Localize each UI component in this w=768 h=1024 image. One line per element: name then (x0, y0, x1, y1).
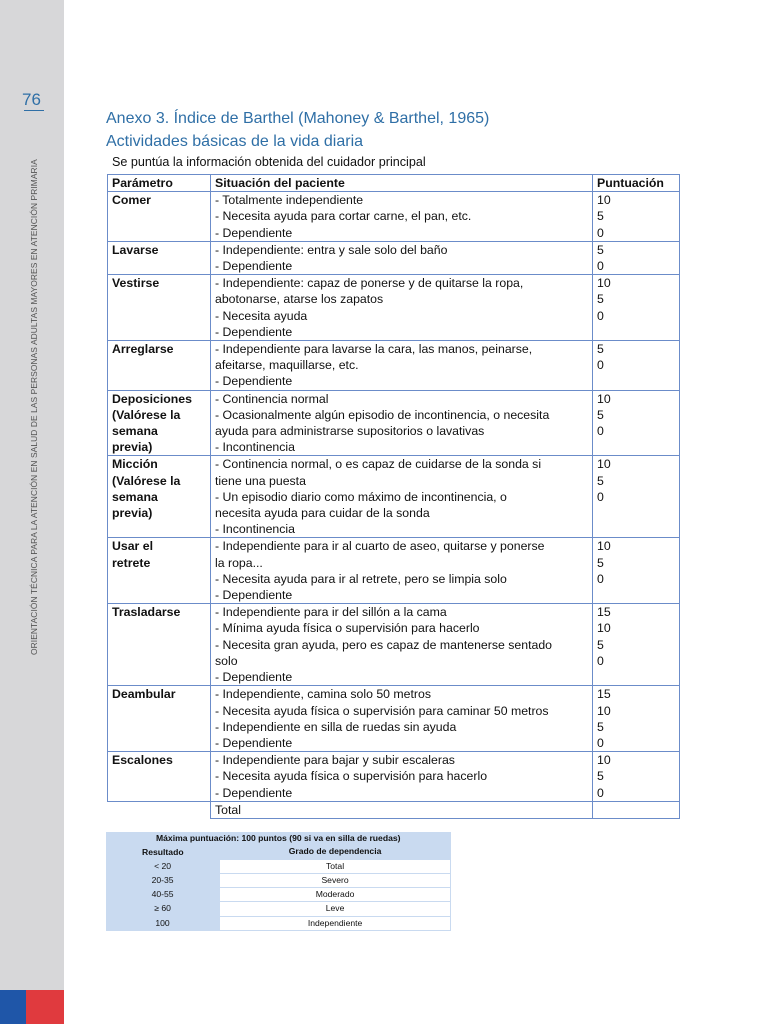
table-row (108, 538, 680, 604)
situation-cell-line: - Necesita ayuda para cortar carne, el pan, etc. (215, 209, 472, 224)
score-cell-line: 0 (597, 653, 604, 668)
score-cell-line: 10 (597, 457, 611, 472)
situation-cell-line: - Independiente, camina solo 50 metros (215, 687, 432, 702)
score-cell-line: 0 (597, 358, 604, 373)
score-cell (593, 686, 680, 752)
parameter-cell (108, 390, 211, 456)
score-cell-line: 5 (597, 242, 604, 257)
situation-cell (211, 275, 593, 341)
score-cell-line: 0 (597, 308, 604, 323)
situation-cell-line: - Independiente para ir del sillón a la cama (215, 605, 447, 620)
parameter-cell-line: Arreglarse (112, 342, 174, 357)
situation-cell-line: abotonarse, atarse los zapatos (215, 292, 384, 307)
table-row (108, 752, 680, 802)
situation-cell-line: - Necesita ayuda física o supervisión para hacerlo (215, 769, 488, 784)
situation-cell-line: - Continencia normal, o es capaz de cuidarse de la sonda si (215, 457, 542, 472)
parameter-cell (108, 752, 211, 802)
parameter-cell (108, 241, 211, 274)
page-number: 76 (22, 90, 41, 109)
annex-subtitle: Actividades básicas de la vida diaria (106, 133, 364, 150)
parameter-cell-line: Comer (112, 193, 151, 208)
score-cell-line: 10 (597, 703, 611, 718)
situation-cell-line: solo (215, 653, 238, 668)
parameter-cell (108, 686, 211, 752)
score-cell-line: 5 (597, 719, 604, 734)
dependency-grade: Independiente (220, 916, 451, 930)
situation-cell-line: - Dependiente (215, 225, 293, 240)
result-row (106, 888, 451, 902)
header-puntuacion: Puntuación (593, 175, 680, 192)
situation-cell-line: - Independiente: entra y sale solo del baño (215, 242, 448, 257)
table-row (108, 341, 680, 391)
situation-cell (211, 390, 593, 456)
parameter-cell-line: previa) (112, 506, 153, 521)
parameter-cell-line: semana (112, 424, 158, 439)
score-cell-line: 15 (597, 605, 611, 620)
situation-cell-line: - Independiente para bajar y subir escaleras (215, 753, 455, 768)
score-cell (593, 341, 680, 391)
corner-blue-block (0, 990, 26, 1024)
dependency-grade: Leve (220, 902, 451, 916)
score-cell-line: 0 (597, 225, 604, 240)
score-cell-line: 5 (597, 769, 604, 784)
situation-cell (211, 456, 593, 538)
parameter-cell-line: (Valórese la (112, 407, 181, 422)
situation-cell-line: - Incontinencia (215, 440, 295, 455)
parameter-cell-line: Deposiciones (112, 391, 192, 406)
situation-cell-line: - Un episodio diario como máximo de incontinencia, o (215, 489, 507, 504)
situation-cell-line: - Incontinencia (215, 522, 295, 537)
parameter-cell-line: Usar el (112, 539, 154, 554)
table-row (108, 686, 680, 752)
table-row (108, 192, 680, 242)
corner-red-block (26, 990, 64, 1024)
score-cell-line: 0 (597, 735, 604, 750)
dependency-grade: Severo (220, 873, 451, 887)
score-cell-line: 5 (597, 637, 604, 652)
score-cell-line: 15 (597, 687, 611, 702)
result-range: 100 (155, 917, 170, 928)
score-cell-line: 10 (597, 539, 611, 554)
situation-cell-line: - Dependiente (215, 670, 293, 685)
parameter-cell (108, 275, 211, 341)
total-empty-cell (108, 801, 211, 818)
situation-cell-line: - Independiente: capaz de ponerse y de quitarse la ropa, (215, 276, 524, 291)
situation-cell-line: ayuda para administrarse supositorios o lavativas (215, 424, 485, 439)
parameter-cell-line: previa) (112, 440, 153, 455)
situation-cell (211, 192, 593, 242)
parameter-cell (108, 341, 211, 391)
table-row (108, 275, 680, 341)
situation-cell-line: - Totalmente independiente (215, 193, 364, 208)
score-cell-line: 5 (597, 292, 604, 307)
result-row (106, 873, 451, 887)
situation-cell-line: - Independiente para lavarse la cara, las manos, peinarse, (215, 342, 533, 357)
score-cell-line: 5 (597, 473, 604, 488)
situation-cell-line: - Necesita ayuda (215, 308, 308, 323)
dependency-grade-table (106, 832, 451, 931)
parameter-cell (108, 604, 211, 686)
score-cell (593, 752, 680, 802)
parameter-cell-line: Trasladarse (112, 605, 181, 620)
dependency-grade: Moderado (220, 888, 451, 902)
result-column-header: Resultado (142, 846, 184, 857)
score-cell (593, 390, 680, 456)
score-cell-line: 10 (597, 193, 611, 208)
dependency-grade: Total (220, 859, 451, 873)
score-cell-line: 5 (597, 342, 604, 357)
situation-cell-line: - Ocasionalmente algún episodio de incontinencia, o necesita (215, 407, 550, 422)
score-cell-line: 5 (597, 555, 604, 570)
score-cell (593, 241, 680, 274)
score-cell-line: 0 (597, 785, 604, 800)
header-parametro: Parámetro (108, 175, 211, 192)
score-cell-line: 10 (597, 276, 611, 291)
result-range: 20-35 (151, 874, 174, 885)
score-cell (593, 192, 680, 242)
situation-cell-line: - Dependiente (215, 735, 293, 750)
score-cell-line: 10 (597, 391, 611, 406)
situation-cell-line: - Necesita ayuda física o supervisión para caminar 50 metros (215, 703, 549, 718)
situation-cell-line: necesita ayuda para cuidar de la sonda (215, 506, 430, 521)
score-cell (593, 275, 680, 341)
score-cell-line: 5 (597, 407, 604, 422)
situation-cell-line: tiene una puesta (215, 473, 306, 488)
situation-cell-line: afeitarse, maquillarse, etc. (215, 358, 359, 373)
situation-cell-line: - Mínima ayuda física o supervisión para hacerlo (215, 621, 480, 636)
page-number-underline (24, 110, 44, 111)
situation-cell-line: - Dependiente (215, 259, 293, 274)
situation-cell-line: - Dependiente (215, 374, 293, 389)
score-cell-line: 5 (597, 209, 604, 224)
result-range: < 20 (154, 860, 172, 871)
score-cell-line: 0 (597, 489, 604, 504)
parameter-cell (108, 456, 211, 538)
total-row (108, 801, 680, 818)
situation-cell-line: la ropa... (215, 555, 263, 570)
situation-cell (211, 538, 593, 604)
parameter-cell-line: Deambular (112, 687, 176, 702)
score-cell-line: 10 (597, 753, 611, 768)
parameter-cell-line: Micción (112, 457, 158, 472)
annex-title: Anexo 3. Índice de Barthel (Mahoney & Barthel, 1965) (106, 110, 490, 127)
grade-column-header: Grado de dependencia (288, 846, 382, 857)
parameter-cell-line: Lavarse (112, 242, 159, 257)
table-row (108, 604, 680, 686)
table-header-row (108, 175, 680, 192)
max-score-heading: Máxima puntuación: 100 puntos (90 si va en silla de ruedas) (155, 833, 401, 843)
table-row (108, 390, 680, 456)
situation-cell-line: - Dependiente (215, 785, 293, 800)
total-label: Total (211, 801, 593, 818)
parameter-cell-line: Escalones (112, 753, 173, 768)
score-cell-line: 0 (597, 571, 604, 586)
table-row (108, 456, 680, 538)
score-cell-line: 10 (597, 621, 611, 636)
parameter-cell (108, 192, 211, 242)
parameter-cell-line: semana (112, 489, 158, 504)
table-intro: Se puntúa la información obtenida del cuidador principal (112, 155, 426, 169)
situation-cell-line: - Dependiente (215, 324, 293, 339)
parameter-cell (108, 538, 211, 604)
result-range: ≥ 60 (154, 903, 171, 914)
score-cell (593, 456, 680, 538)
situation-cell (211, 604, 593, 686)
score-cell (593, 604, 680, 686)
situation-cell (211, 686, 593, 752)
total-score-cell (593, 801, 680, 818)
situation-cell-line: - Necesita gran ayuda, pero es capaz de mantenerse sentado (215, 637, 553, 652)
situation-cell-line: - Independiente para ir al cuarto de aseo, quitarse y ponerse (215, 539, 545, 554)
situation-cell-line: - Necesita ayuda para ir al retrete, pero se limpia solo (215, 571, 507, 586)
parameter-cell-line: Vestirse (112, 276, 160, 291)
result-range: 40-55 (151, 889, 174, 900)
situation-cell-line: - Dependiente (215, 588, 293, 603)
situation-cell-line: - Independiente en silla de ruedas sin ayuda (215, 719, 457, 734)
table-row (108, 241, 680, 274)
score-cell-line: 0 (597, 424, 604, 439)
result-row (106, 916, 451, 930)
parameter-cell-line: retrete (112, 555, 151, 570)
situation-cell (211, 752, 593, 802)
parameter-cell-line: (Valórese la (112, 473, 181, 488)
score-cell-line: 0 (597, 259, 604, 274)
score-cell (593, 538, 680, 604)
situation-cell (211, 341, 593, 391)
situation-cell (211, 241, 593, 274)
situation-cell-line: - Continencia normal (215, 391, 329, 406)
running-header-vertical: ORIENTACIÓN TÉCNICA PARA LA ATENCIÓN EN SALUD DE LAS PERSONAS ADULTAS MAYORES EN ATENCIÓN PRIMARIA (29, 159, 39, 655)
header-situacion: Situación del paciente (211, 175, 593, 192)
result-row (106, 902, 451, 916)
barthel-table (107, 174, 680, 819)
result-row (106, 859, 451, 873)
